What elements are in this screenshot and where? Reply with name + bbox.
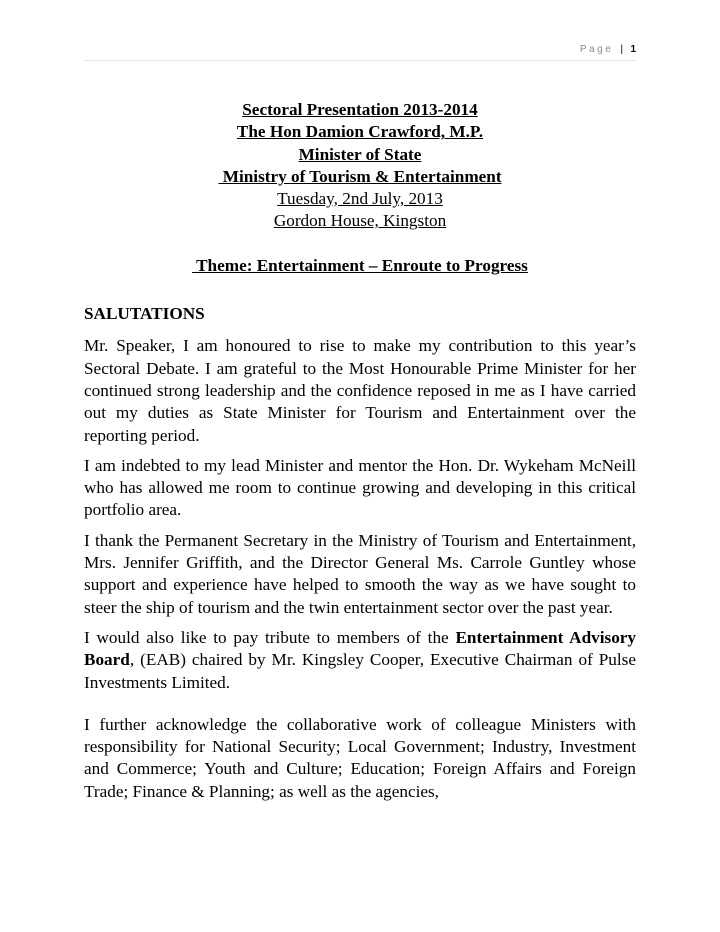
paragraph-2: I am indebted to my lead Minister and mentor the Hon. Dr. Wykeham McNeill who has allowed me room to continue growing and developing in this critical portfolio area. — [84, 455, 636, 520]
paragraph-3: I thank the Permanent Secretary in the Ministry of Tourism and Entertainment, Mrs. Jennifer Griffith, and the Director General Ms. Carrole Guntley whose support and experience have helped to smooth the way as we have sought to steer the ship of tourism and the twin entertainment sector over the past year. — [84, 530, 636, 617]
page-header — [580, 44, 636, 55]
page-separator: | — [620, 44, 624, 55]
ministry-name: Ministry of Tourism & Entertainment — [218, 166, 502, 186]
paragraph-4-post: , (EAB) chaired by Mr. Kingsley Cooper, Executive Chairman of Pulse Investments Limited. — [84, 650, 636, 692]
header-rule — [84, 60, 636, 61]
paragraph-4-pre: I would also like to pay tribute to members of the — [84, 627, 456, 647]
theme-line: Theme: Entertainment – Enroute to Progress — [192, 255, 528, 275]
presentation-date: Tuesday, 2nd July, 2013 — [277, 189, 443, 209]
page-label: Page — [579, 44, 614, 55]
presentation-title: Sectoral Presentation 2013-2014 — [242, 100, 478, 119]
speaker-role: Minister of State — [298, 144, 422, 164]
presentation-venue: Gordon House, Kingston — [273, 211, 447, 231]
section-heading: SALUTATIONS — [84, 304, 205, 324]
paragraph-1: Mr. Speaker, I am honoured to rise to make my contribution to this year’s Sectoral Debate. I am grateful to the Most Honourable Prime Minister for her continued strong leadership and the confidence reposed in me as I have carried out my duties as State Minister for Tourism and Entertainment over the reporting period. — [84, 336, 636, 445]
document-body — [84, 99, 636, 811]
page-number: 1 — [630, 44, 636, 55]
paragraph-5: I further acknowledge the collaborative work of colleague Ministers with responsibility for National Security; Local Government; Industry, Investment and Commerce; Youth and Culture; Education; Foreign Affairs and Foreign Trade; Finance & Planning; as well as the agencies, — [84, 714, 636, 801]
paragraph-4 — [84, 627, 636, 694]
title-block — [84, 99, 636, 233]
speaker-name: The Hon Damion Crawford, M.P. — [236, 122, 484, 142]
board-name: Entertainment Advisory Board — [84, 627, 637, 670]
